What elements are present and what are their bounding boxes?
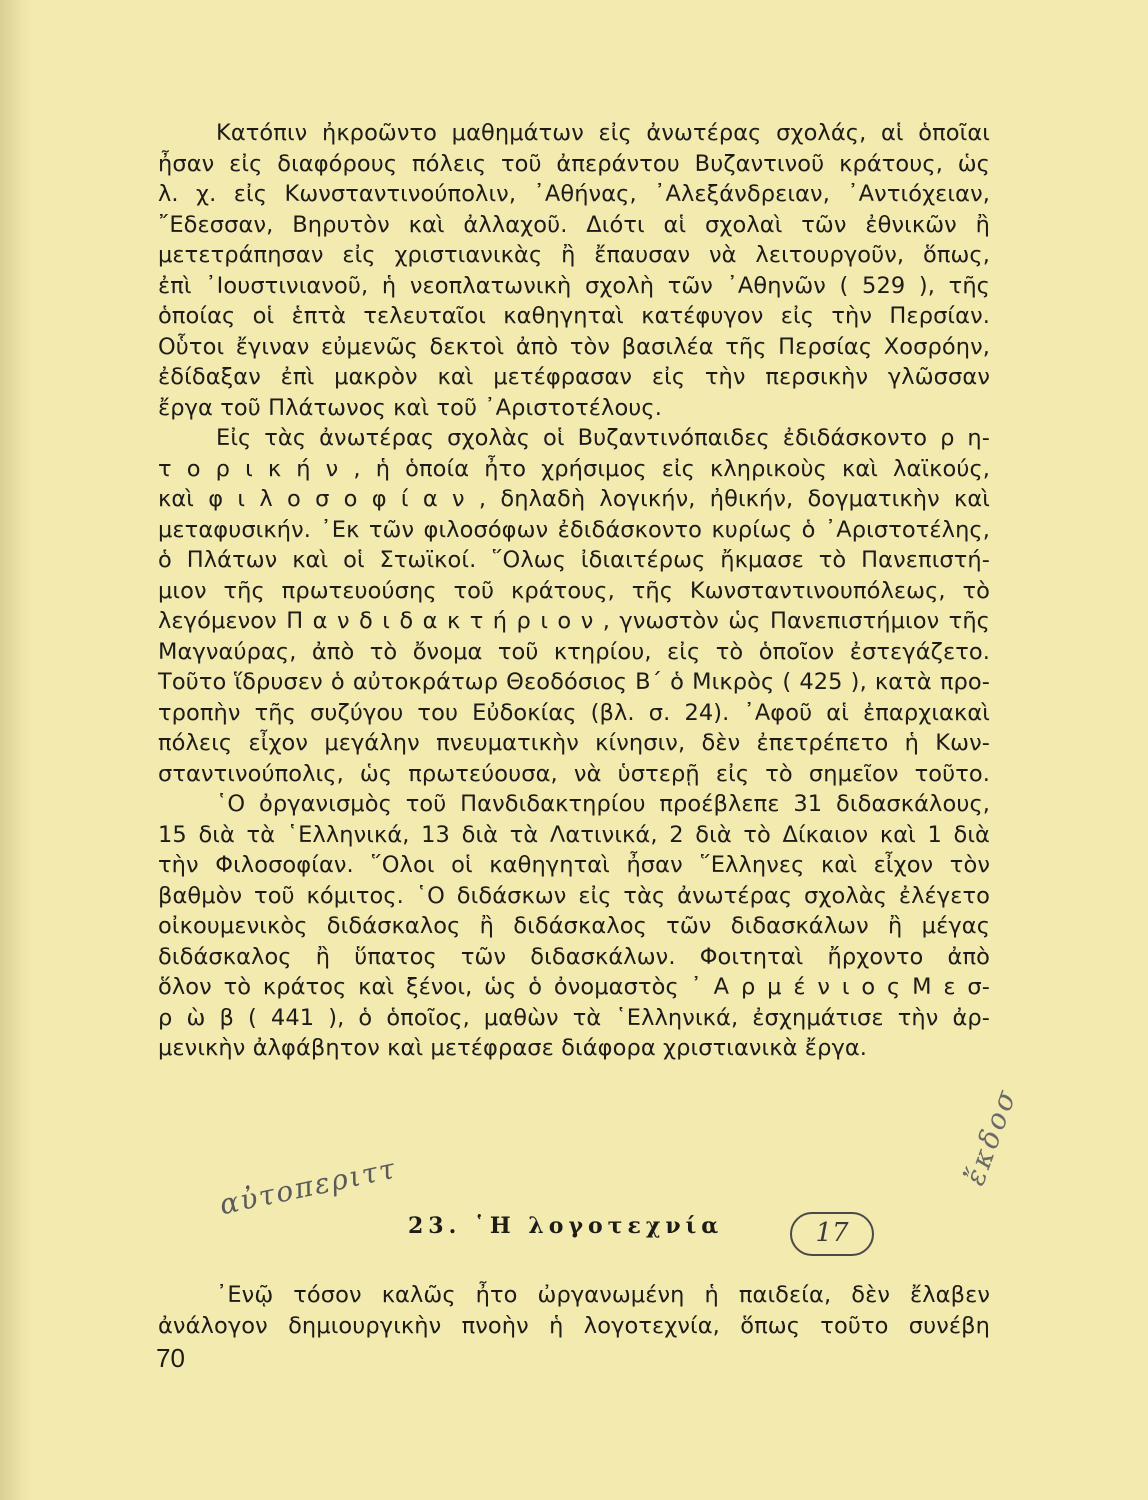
section-text xyxy=(158,1280,990,1341)
text-line: ἦσαν εἰς διαφόρους πόλεις τοῦ ἀπεράντου Βυζαντινοῦ κράτους, ὡς xyxy=(158,150,990,177)
text-line: μεταφυσικήν. ᾿Εκ τῶν φιλοσόφων ἐδιδάσκοντο κυρίως ὁ ᾿Αριστοτέλης, xyxy=(158,516,990,543)
text-line: 15 διὰ τὰ ῾Ελληνικά, 13 διὰ τὰ Λατινικά, 2 διὰ τὸ Δίκαιον καὶ 1 διὰ xyxy=(158,821,990,848)
text-line: Κατόπιν ἠκροῶντο μαθημάτων εἰς ἀνωτέρας σχολάς, αἱ ὁποῖαι xyxy=(216,120,990,146)
main-text xyxy=(158,118,990,1064)
text-line: ᾿Ενῷ τόσον καλῶς ἦτο ὠργανωμένη ἡ παιδεία, δὲν ἔλαβεν xyxy=(216,1282,990,1308)
text-line: Τοῦτο ἵδρυσεν ὁ αὐτοκράτωρ Θεοδόσιος Β΄ ὁ Μικρὸς ( 425 ), κατὰ προ- xyxy=(158,669,990,695)
section-heading: 23. ῾Η λογοτεχνία xyxy=(408,1213,724,1239)
text-line: σταντινούπολις, ὡς πρωτεύουσα, νὰ ὑστερῇ εἰς τὸ σημεῖον τοῦτο. xyxy=(158,760,990,787)
text-line: ἐδίδαξαν ἐπὶ μακρὸν καὶ μετέφρασαν εἰς τὴν περσικὴν γλῶσσαν xyxy=(158,364,990,390)
text-line: διδάσκαλος ἢ ὕπατος τῶν διδασκάλων. Φοιτηταὶ ἤρχοντο ἀπὸ xyxy=(158,943,990,970)
text-line: ἔργα τοῦ Πλάτωνος καὶ τοῦ ᾿Αριστοτέλους. xyxy=(158,394,662,421)
text-line: τροπὴν τῆς συζύγου του Εὐδοκίας (βλ. σ. 24). ᾿Αφοῦ αἱ ἐπαρχιακαὶ xyxy=(158,699,990,726)
text-line: καὶ φ ι λ ο σ ο φ ί α ν , δηλαδὴ λογικήν, ἠθικήν, δογματικὴν καὶ xyxy=(158,486,990,512)
text-line: ὁποίας οἱ ἑπτὰ τελευταῖοι καθηγηταὶ κατέφυγον εἰς τὴν Περσίαν. xyxy=(158,303,990,329)
text-line: Εἰς τὰς ἀνωτέρας σχολὰς οἱ Βυζαντινόπαιδες ἐδιδάσκοντο ρ η- xyxy=(216,425,990,451)
text-line: Οὗτοι ἔγιναν εὐμενῶς δεκτοὶ ἀπὸ τὸν βασιλέα τῆς Περσίας Χοσρόην, xyxy=(158,333,990,360)
page-number: 70 xyxy=(156,1343,185,1373)
text-line: ῎Εδεσσαν, Βηρυτὸν καὶ ἀλλαχοῦ. Διότι αἱ σχολαὶ τῶν ἐθνικῶν ἢ xyxy=(158,211,990,238)
text-line: ρ ὼ β ( 441 ), ὁ ὁποῖος, μαθὼν τὰ ῾Ελληνικά, ἐσχημάτισε τὴν ἀρ- xyxy=(158,1004,990,1031)
text-line: λ. χ. εἰς Κωνσταντινούπολιν, ᾿Αθήνας, ᾿Αλεξάνδρειαν, ᾿Αντιόχειαν, xyxy=(158,181,990,207)
text-line: ἐπὶ ᾿Ιουστινιανοῦ, ἡ νεοπλατωνικὴ σχολὴ τῶν ᾿Αθηνῶν ( 529 ), τῆς xyxy=(158,272,990,299)
text-line: μετετράπησαν εἰς χριστιανικὰς ἢ ἔπαυσαν νὰ λειτουργοῦν, ὅπως, xyxy=(158,242,990,268)
text-line: μενικὴν ἀλφάβητον καὶ μετέφρασε διάφορα χριστιανικὰ ἔργα. xyxy=(158,1035,868,1061)
text-line: πόλεις εἶχον μεγάλην πνευματικὴν κίνησιν, δὲν ἐπετρέπετο ἡ Κων- xyxy=(158,730,990,756)
page-spine-shadow xyxy=(0,0,34,1500)
handwritten-note-left: αὐτοπεριττ xyxy=(216,1151,400,1222)
text-line: τ ο ρ ι κ ή ν , ἡ ὁποία ἦτο χρήσιμος εἰς κληρικοὺς καὶ λαϊκούς, xyxy=(158,455,990,482)
text-line: λεγόμενον Π α ν δ ι δ α κ τ ή ρ ι ο ν , γνωστὸν ὡς Πανεπιστήμιον τῆς xyxy=(158,608,990,634)
text-line: οἰκουμενικὸς διδάσκαλος ἢ διδάσκαλος τῶν διδασκάλων ἢ μέγας xyxy=(158,913,990,939)
text-line: Μαγναύρας, ἀπὸ τὸ ὄνομα τοῦ κτηρίου, εἰς τὸ ὁποῖον ἐστεγάζετο. xyxy=(158,638,990,665)
handwritten-note-right: ἔκδοσ xyxy=(957,1083,1024,1190)
text-line: ἀνάλογον δημιουργικὴν πνοὴν ἡ λογοτεχνία, ὅπως τοῦτο συνέβη xyxy=(158,1312,990,1339)
text-line: ὁ Πλάτων καὶ οἱ Στωϊκοί. ῞Ολως ἰδιαιτέρως ἤκμασε τὸ Πανεπιστή- xyxy=(158,547,990,573)
text-line: ῾Ο ὀργανισμὸς τοῦ Πανδιδακτηρίου προέβλεπε 31 διδασκάλους, xyxy=(216,791,990,817)
text-line: βαθμὸν τοῦ κόμιτος. ῾Ο διδάσκων εἰς τὰς ἀνωτέρας σχολὰς ἐλέγετο xyxy=(158,882,990,909)
text-line: μιον τῆς πρωτευούσης τοῦ κράτους, τῆς Κωνσταντινουπόλεως, τὸ xyxy=(158,577,990,604)
text-line: ὅλον τὸ κράτος καὶ ξένοι, ὡς ὁ ὀνομαστὸς ᾿ Α ρ μ έ ν ι ο ς Μ ε σ- xyxy=(158,974,990,1000)
text-line: τὴν Φιλοσοφίαν. ῞Ολοι οἱ καθηγηταὶ ἦσαν ῞Ελληνες καὶ εἶχον τὸν xyxy=(158,852,990,878)
handwritten-badge: 17 xyxy=(790,1212,874,1256)
